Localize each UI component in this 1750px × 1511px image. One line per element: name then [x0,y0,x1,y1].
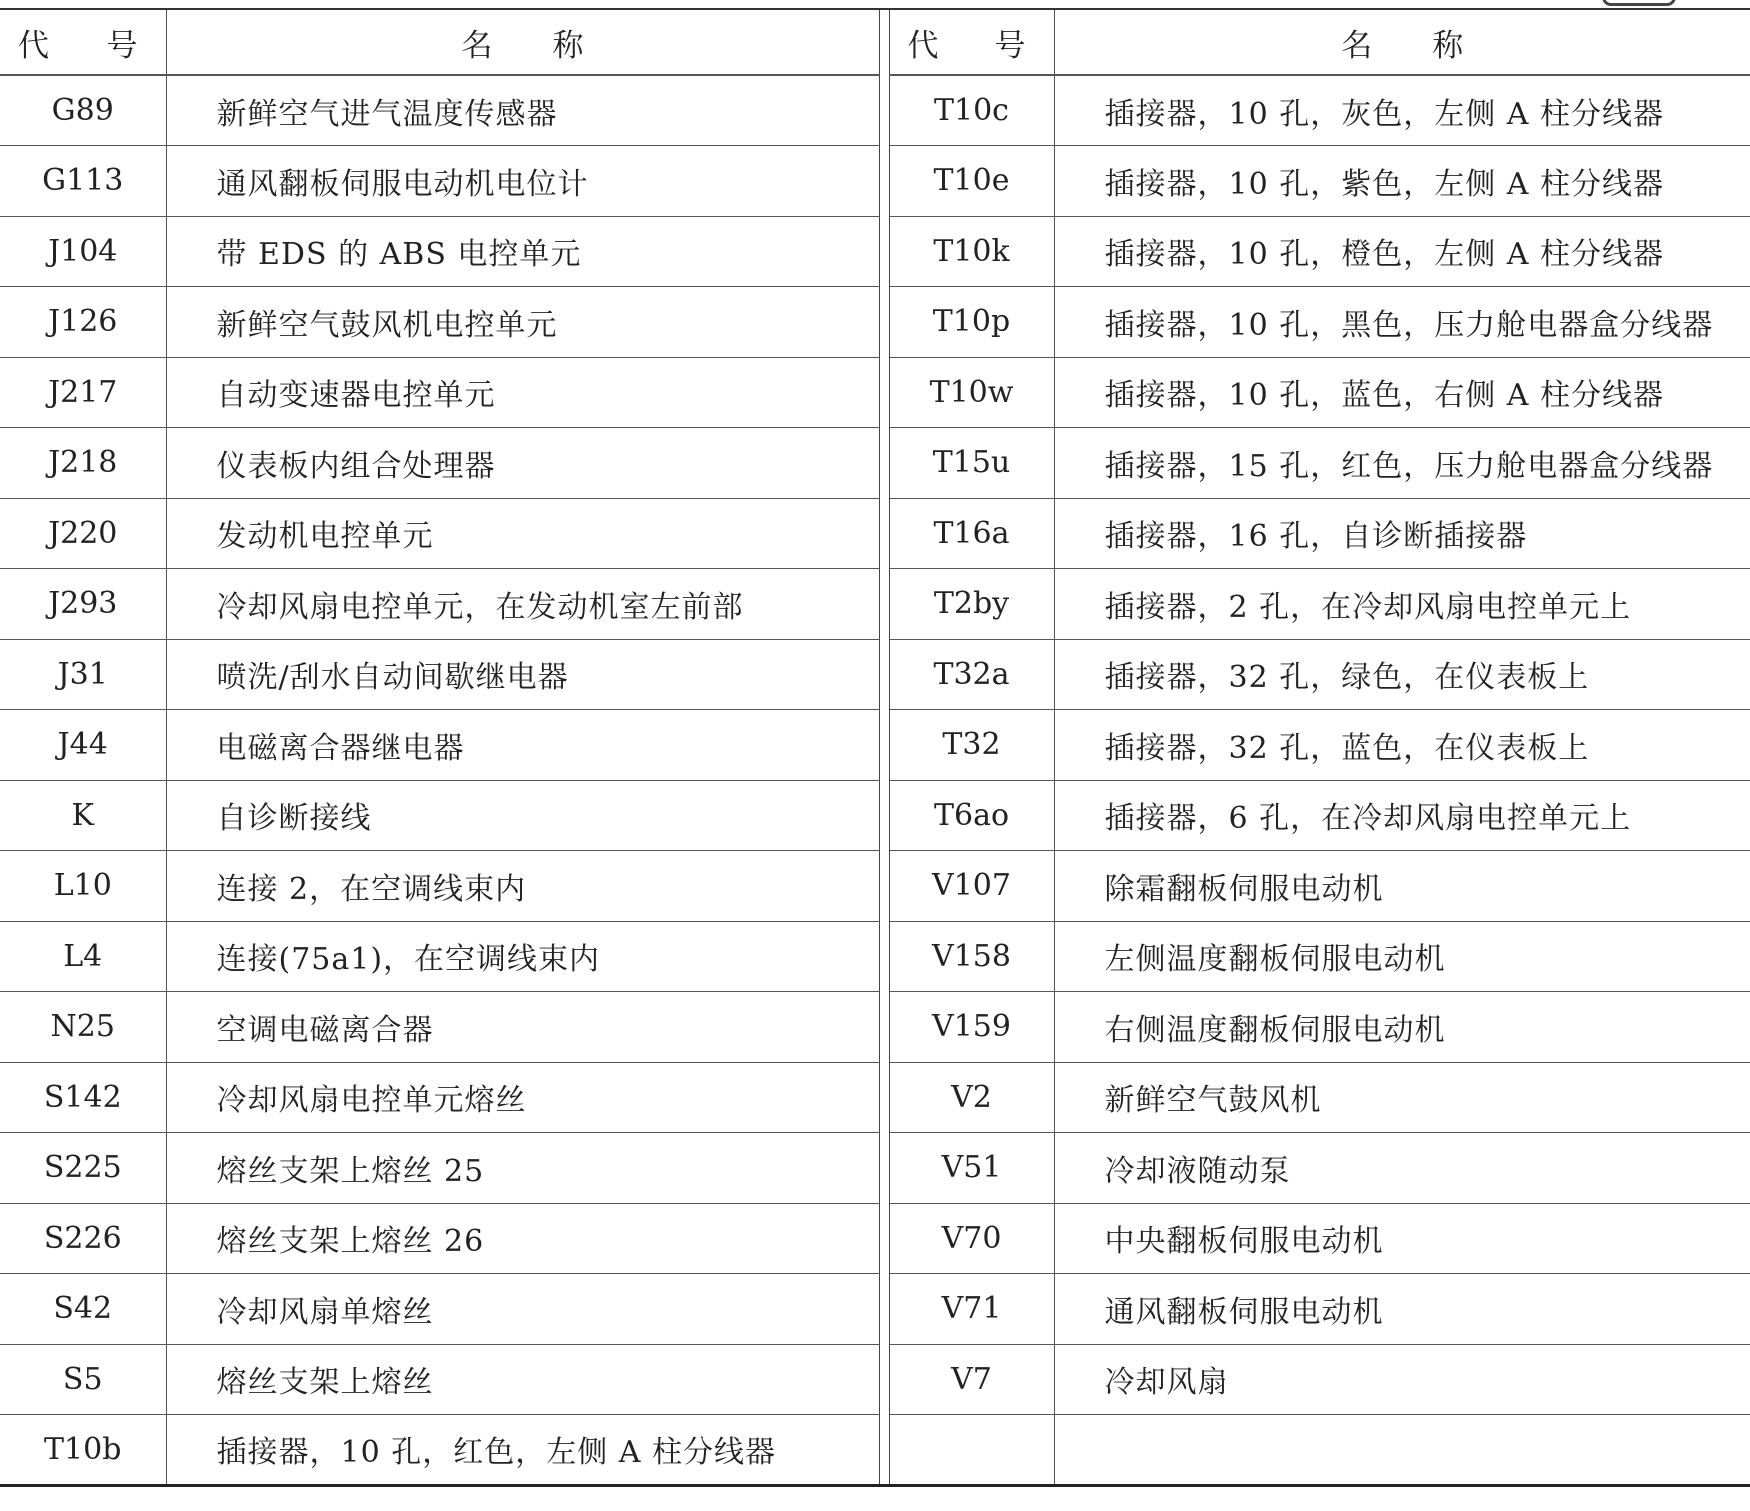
table-row [0,780,1750,851]
right-name-cell: 插接器，15 孔，红色，压力舱电器盒分线器 [1054,428,1750,499]
right-name-cell: 新鲜空气鼓风机 [1054,1062,1750,1133]
left-name-cell: 连接 2，在空调线束内 [166,851,879,922]
left-name-cell: 插接器，10 孔，红色，左侧 A 柱分线器 [166,1415,879,1486]
left-name-cell: 冷却风扇单熔丝 [166,1274,879,1345]
left-code-cell: J44 [0,710,166,781]
top-continuation-mark [1602,0,1676,6]
right-code-cell: T6ao [889,780,1054,851]
left-code-cell: S42 [0,1274,166,1345]
header-name-left [166,9,879,75]
left-code-cell: G89 [0,75,166,146]
right-name-cell: 插接器，10 孔，橙色，左侧 A 柱分线器 [1054,216,1750,287]
right-name-cell: 除霜翻板伺服电动机 [1054,851,1750,922]
component-legend-table [0,8,1750,1487]
left-name-cell: 仪表板内组合处理器 [166,428,879,499]
left-code-cell: L10 [0,851,166,922]
right-name-cell: 插接器，6 孔，在冷却风扇电控单元上 [1054,780,1750,851]
column-divider [879,1415,889,1486]
table-row [0,1274,1750,1345]
left-name-cell: 电磁离合器继电器 [166,710,879,781]
table-row [0,851,1750,922]
column-divider [879,639,889,710]
left-code-cell: J126 [0,287,166,358]
right-name-cell: 右侧温度翻板伺服电动机 [1054,992,1750,1063]
header-code-char-2: 号 [106,27,138,64]
left-code-cell: S225 [0,1133,166,1204]
left-name-cell: 空调电磁离合器 [166,992,879,1063]
left-code-cell: J218 [0,428,166,499]
left-name-cell: 自诊断接线 [166,780,879,851]
column-divider [879,1203,889,1274]
column-divider [879,710,889,781]
column-divider [879,357,889,428]
left-name-cell: 熔丝支架上熔丝 [166,1344,879,1415]
right-name-cell: 冷却液随动泵 [1054,1133,1750,1204]
header-code-char-2: 号 [994,27,1026,64]
table-row [0,428,1750,499]
table-row [0,357,1750,428]
column-divider [879,1133,889,1204]
right-name-cell: 插接器，10 孔，黑色，压力舱电器盒分线器 [1054,287,1750,358]
right-name-cell: 通风翻板伺服电动机 [1054,1274,1750,1345]
right-code-cell: T10e [889,146,1054,217]
header-code-char-1: 代 [18,27,49,64]
right-code-cell: V107 [889,851,1054,922]
left-code-cell: S226 [0,1203,166,1274]
right-code-cell [889,1415,1054,1486]
table-header-row [0,9,1750,75]
right-code-cell: T10p [889,287,1054,358]
header-code-right [889,9,1054,75]
column-divider [879,780,889,851]
column-divider [879,569,889,640]
right-name-cell: 插接器，2 孔，在冷却风扇电控单元上 [1054,569,1750,640]
left-code-cell: S5 [0,1344,166,1415]
table-row [0,569,1750,640]
column-divider [879,428,889,499]
left-name-cell: 冷却风扇电控单元熔丝 [166,1062,879,1133]
header-name-char-1: 名 [1341,27,1373,64]
right-code-cell: V51 [889,1133,1054,1204]
column-divider [879,216,889,287]
right-code-cell: V71 [889,1274,1054,1345]
left-code-cell: J293 [0,569,166,640]
left-code-cell: J220 [0,498,166,569]
left-name-cell: 新鲜空气鼓风机电控单元 [166,287,879,358]
right-code-cell: V70 [889,1203,1054,1274]
left-name-cell: 带 EDS 的 ABS 电控单元 [166,216,879,287]
header-code-char-1: 代 [907,27,939,64]
left-name-cell: 通风翻板伺服电动机电位计 [166,146,879,217]
right-name-cell [1054,1415,1750,1486]
left-name-cell: 发动机电控单元 [166,498,879,569]
table-body [0,75,1750,1485]
left-code-cell: L4 [0,921,166,992]
right-name-cell: 中央翻板伺服电动机 [1054,1203,1750,1274]
left-code-cell: K [0,780,166,851]
right-name-cell: 插接器，32 孔，蓝色，在仪表板上 [1054,710,1750,781]
right-name-cell: 插接器，10 孔，灰色，左侧 A 柱分线器 [1054,75,1750,146]
right-name-cell: 左侧温度翻板伺服电动机 [1054,921,1750,992]
legend-table-wrapper [0,8,1750,1487]
left-name-cell: 连接(75a1)，在空调线束内 [166,921,879,992]
column-divider [879,851,889,922]
column-divider [879,75,889,146]
table-row [0,1415,1750,1486]
left-name-cell: 熔丝支架上熔丝 26 [166,1203,879,1274]
table-row [0,639,1750,710]
table-row [0,1344,1750,1415]
right-code-cell: T2by [889,569,1054,640]
right-code-cell: T15u [889,428,1054,499]
column-divider [879,992,889,1063]
left-code-cell: S142 [0,1062,166,1133]
right-code-cell: T32 [889,710,1054,781]
table-row [0,1062,1750,1133]
column-divider [879,287,889,358]
column-divider [879,146,889,217]
right-code-cell: T16a [889,498,1054,569]
header-name-char-2: 称 [1432,27,1464,64]
right-code-cell: V2 [889,1062,1054,1133]
column-divider [879,9,889,75]
right-name-cell: 插接器，16 孔，自诊断插接器 [1054,498,1750,569]
left-name-cell: 自动变速器电控单元 [166,357,879,428]
left-code-cell: G113 [0,146,166,217]
right-code-cell: T10k [889,216,1054,287]
right-code-cell: V158 [889,921,1054,992]
column-divider [879,498,889,569]
column-divider [879,921,889,992]
table-row [0,1133,1750,1204]
table-row [0,498,1750,569]
table-row [0,75,1750,146]
table-row [0,216,1750,287]
left-code-cell: N25 [0,992,166,1063]
column-divider [879,1062,889,1133]
table-row [0,287,1750,358]
right-name-cell: 插接器，10 孔，紫色，左侧 A 柱分线器 [1054,146,1750,217]
header-name-right [1054,9,1750,75]
left-code-cell: J31 [0,639,166,710]
right-code-cell: T32a [889,639,1054,710]
right-code-cell: V7 [889,1344,1054,1415]
header-code-left [0,9,166,75]
header-name-char-1: 名 [461,27,493,64]
column-divider [879,1344,889,1415]
left-code-cell: T10b [0,1415,166,1486]
left-name-cell: 熔丝支架上熔丝 25 [166,1133,879,1204]
right-name-cell: 插接器，10 孔，蓝色，右侧 A 柱分线器 [1054,357,1750,428]
column-divider [879,1274,889,1345]
right-code-cell: T10c [889,75,1054,146]
left-name-cell: 新鲜空气进气温度传感器 [166,75,879,146]
table-row [0,921,1750,992]
table-row [0,710,1750,781]
right-name-cell: 插接器，32 孔，绿色，在仪表板上 [1054,639,1750,710]
right-code-cell: T10w [889,357,1054,428]
table-row [0,1203,1750,1274]
left-code-cell: J104 [0,216,166,287]
table-row [0,146,1750,217]
left-code-cell: J217 [0,357,166,428]
left-name-cell: 喷洗/刮水自动间歇继电器 [166,639,879,710]
left-name-cell: 冷却风扇电控单元，在发动机室左前部 [166,569,879,640]
right-code-cell: V159 [889,992,1054,1063]
right-name-cell: 冷却风扇 [1054,1344,1750,1415]
table-row [0,992,1750,1063]
header-name-char-2: 称 [552,27,584,64]
